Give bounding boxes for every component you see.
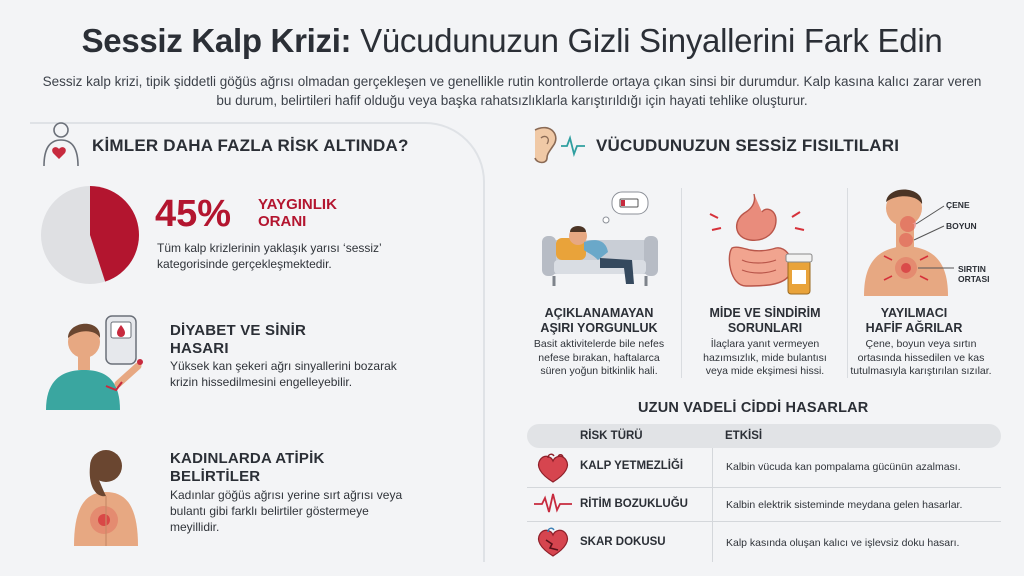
row-text-scar-tissue: Kalp kasında oluşan kalıcı ve işlevsiz doku hasarı.	[726, 537, 960, 549]
women-title: KADINLARDA ATİPİK BELİRTİLER	[170, 450, 325, 485]
title-bold: Sessiz Kalp Krizi:	[81, 22, 352, 59]
row-label-heart-failure: KALP YETMEZLİĞİ	[580, 460, 684, 472]
prevalence-text: Tüm kalp krizlerinin yaklaşık yarısı ‘sessiz’ kategorisinde gerçekleşmektedir.	[157, 241, 382, 271]
fatigue-text: Basit aktivitelerde bile nefes nefese bırakan, haftalarca süren yoğun bitkinlik hali.	[533, 338, 665, 377]
fatigue-title: AÇIKLANAMAYAN AŞIRI YORGUNLUK	[540, 306, 658, 335]
body-heart-icon	[38, 120, 84, 168]
women-text: Kadınlar göğüs ağrısı yerine sırt ağrısı veya bulantı gibi farklı belirtiler göstermeye meyillidir.	[170, 488, 403, 534]
prevalence-label: YAYGINLIK ORANI	[258, 196, 337, 230]
risk-section-title: KİMLER DAHA FAZLA RİSK ALTINDA?	[92, 136, 409, 155]
title-light: Vücudunuzun Gizli Sinyallerini Fark Edin	[351, 22, 943, 59]
prevalence-pie-chart	[40, 185, 140, 285]
radiating-pain-body-icon	[862, 184, 952, 296]
page-title	[0, 22, 1024, 60]
row-label-arrhythmia: RİTİM BOZUKLUĞU	[580, 498, 688, 510]
stomach-digestion-icon	[706, 190, 816, 298]
damage-section-title: UZUN VADELİ CİDDİ HASARLAR	[638, 400, 869, 416]
fatigue-sofa-icon	[540, 190, 660, 290]
intro-text: Sessiz kalp krizi, tipik şiddetli göğüs ağrısı olmadan gerçekleşen ve genellikle rutin kontrollerde ortaya çıkan sinsi bir durumdur. Kalp kasına kalıcı zarar veren bu durum, belirtileri hafif olduğu veya başka rahatsızlıklarla karıştırıldığı için hayati tehlike oluşturur.	[42, 74, 982, 108]
pain-title: YAYILMACI HAFİF AĞRILAR	[865, 306, 963, 335]
table-row-divider	[527, 521, 1001, 522]
signals-section-title: VÜCUDUNUZUN SESSİZ FISILTILARI	[596, 136, 900, 155]
card-separator	[681, 188, 682, 378]
woman-back-pain-icon	[66, 436, 146, 546]
diabetes-title: DİYABET VE SİNİR HASARI	[170, 322, 307, 357]
back-label: SIRTIN ORTASI	[958, 264, 990, 284]
column-risk-type: RİSK TÜRÜ	[580, 430, 643, 442]
pain-text: Çene, boyun veya sırtın ortasında hissedilen ve kas tutulmasıyla karıştırılan sızılar.	[850, 338, 992, 377]
column-effect: ETKİSİ	[725, 430, 763, 442]
row-text-arrhythmia: Kalbin elektrik sisteminde meydana gelen hasarlar.	[726, 499, 963, 511]
prevalence-percent: 45%	[155, 193, 232, 235]
diabetes-person-icon	[40, 306, 152, 410]
row-label-scar-tissue: SKAR DOKUSU	[580, 536, 666, 548]
ecg-icon	[534, 492, 572, 514]
table-column-divider	[712, 448, 713, 562]
stomach-text: İlaçlara yanıt vermeyen hazımsızlık, mide bulantısı veya mide ekşimesi hissi.	[703, 338, 827, 377]
table-row-divider	[527, 487, 1001, 488]
stomach-title: MİDE VE SİNDİRİM SORUNLARI	[709, 306, 821, 335]
scarred-heart-icon	[536, 526, 570, 558]
diabetes-text: Yüksek kan şekeri ağrı sinyallerini bozarak krizin hissedilmesini engelleyebilir.	[170, 359, 397, 389]
jaw-label: ÇENE	[946, 200, 970, 210]
row-text-heart-failure: Kalbin vücuda kan pompalama gücünün azalması.	[726, 461, 961, 473]
heart-icon	[536, 452, 570, 484]
neck-label: BOYUN	[946, 221, 977, 231]
ear-sound-icon	[525, 124, 587, 164]
